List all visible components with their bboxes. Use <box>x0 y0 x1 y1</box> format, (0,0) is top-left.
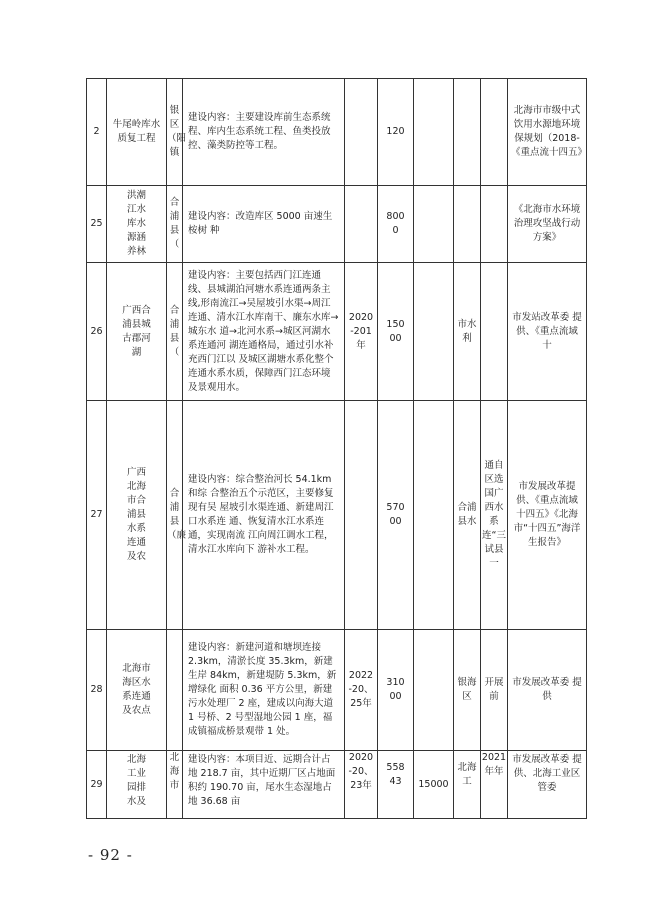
row-number: 27 <box>87 401 107 630</box>
project-total: 120 <box>378 79 414 186</box>
project-name: 北海工业园排水及 <box>107 751 167 819</box>
project-total: 15000 <box>378 263 414 401</box>
project-other <box>414 630 454 751</box>
table-row <box>87 401 587 630</box>
project-period: 2020-201年 <box>345 263 378 401</box>
project-county: 合浦县（廉 <box>167 401 183 630</box>
project-table <box>86 78 587 819</box>
row-number: 2 <box>87 79 107 186</box>
table-row <box>87 263 587 401</box>
project-county <box>167 630 183 751</box>
project-source: 市发展改革委 提供 <box>508 630 587 751</box>
project-other <box>414 186 454 263</box>
table-row <box>87 186 587 263</box>
project-stage: 通自区选国广西水系连“三试县一 <box>481 401 508 630</box>
row-number: 29 <box>87 751 107 819</box>
project-other <box>414 263 454 401</box>
project-county: 北海市 <box>167 751 183 819</box>
project-name: 广西北海市合浦县水系连通及农 <box>107 401 167 630</box>
row-number: 28 <box>87 630 107 751</box>
project-name: 洪潮江水库水源涵养林 <box>107 186 167 263</box>
project-content: 建设内容：综合整治河长 54.1km 和综 合整治五个示范区，主要修复现有吴 屋坡引水渠连通、新建周江口水系连 通、恢复清水江水系连通，实现南流 江向周江调水工程，清水江水库向下 游补水工程。 <box>183 401 345 630</box>
project-source: 市发展改革提供、《重点流域 十四五》《北海市“十四五”海洋生报告》 <box>508 401 587 630</box>
row-number: 26 <box>87 263 107 401</box>
project-content: 建设内容：新建河道和塘坝连接 2.3km，清淤长度 35.3km，新建生岸 84km，新建堤防 5.3km，新增绿化 面积 0.36 平方公里，新建污水处理厂 2 座，建成以向海大道 1 号桥、2 号型湿地公园 1 座，福成镇福成桥景观带 1 处。 <box>183 630 345 751</box>
project-name: 北海市海区水系连通及农点 <box>107 630 167 751</box>
project-content: 建设内容：本项目近、远期合计占地 218.7 亩，其中近期厂区占地面积约 190.70 亩，尾水生态湿地占地 36.68 亩 <box>183 751 345 819</box>
project-unit <box>454 79 481 186</box>
project-source: 北海市市级中式饮用水源地环境保规划（2018-《重点流十四五》 <box>508 79 587 186</box>
project-period <box>345 79 378 186</box>
project-period <box>345 186 378 263</box>
project-stage <box>481 263 508 401</box>
project-other <box>414 401 454 630</box>
table-row <box>87 751 587 819</box>
project-source: 《北海市水环境治理攻坚战行动方案》 <box>508 186 587 263</box>
project-total: 55843 <box>378 751 414 819</box>
project-name: 广西合浦县城古郡河湖 <box>107 263 167 401</box>
project-period: 2020-20、23年 <box>345 751 378 819</box>
project-county: 合浦县（ <box>167 186 183 263</box>
project-county: 银区（阳镇 <box>167 79 183 186</box>
table-row <box>87 79 587 186</box>
project-period <box>345 401 378 630</box>
project-name: 牛尾岭库水质复工程 <box>107 79 167 186</box>
project-content: 建设内容：改造库区 5000 亩速生桉树 种 <box>183 186 345 263</box>
project-stage: 开展前 <box>481 630 508 751</box>
project-other: 15000 <box>414 751 454 819</box>
project-county: 合浦县（ <box>167 263 183 401</box>
project-other <box>414 79 454 186</box>
project-stage <box>481 79 508 186</box>
project-content: 建设内容：主要包括西门江连通线、县城湖泊河塘水系连通两条主线,形南流江→吴屋坡引水渠→周江连通、清水江水库南干、廉东水库→城东水 道→北河水系→城区河湖水系连通河 湖连通格局，通过引水补充西门江以 及城区湖塘水系化整个连通水系水质，保障西门江态环境及景观用水。 <box>183 263 345 401</box>
project-total: 31000 <box>378 630 414 751</box>
project-source: 市发站改革委 提供、《重点流域 十 <box>508 263 587 401</box>
project-unit: 银海区 <box>454 630 481 751</box>
project-content: 建设内容：主要建设库前生态系统程、库内生态系统工程、鱼类投放控、藻类防控等工程。 <box>183 79 345 186</box>
project-stage: 2021年年 <box>481 751 508 819</box>
project-unit <box>454 186 481 263</box>
project-stage <box>481 186 508 263</box>
row-number: 25 <box>87 186 107 263</box>
project-unit: 市水利 <box>454 263 481 401</box>
project-unit: 北海工 <box>454 751 481 819</box>
project-total: 8000 <box>378 186 414 263</box>
project-total: 57000 <box>378 401 414 630</box>
project-period: 2022-20、25年 <box>345 630 378 751</box>
project-unit: 合浦县水 <box>454 401 481 630</box>
project-source: 市发展改革委 提供、北海工业区管委 <box>508 751 587 819</box>
table-row <box>87 630 587 751</box>
page-number: - 92 - <box>88 846 133 864</box>
